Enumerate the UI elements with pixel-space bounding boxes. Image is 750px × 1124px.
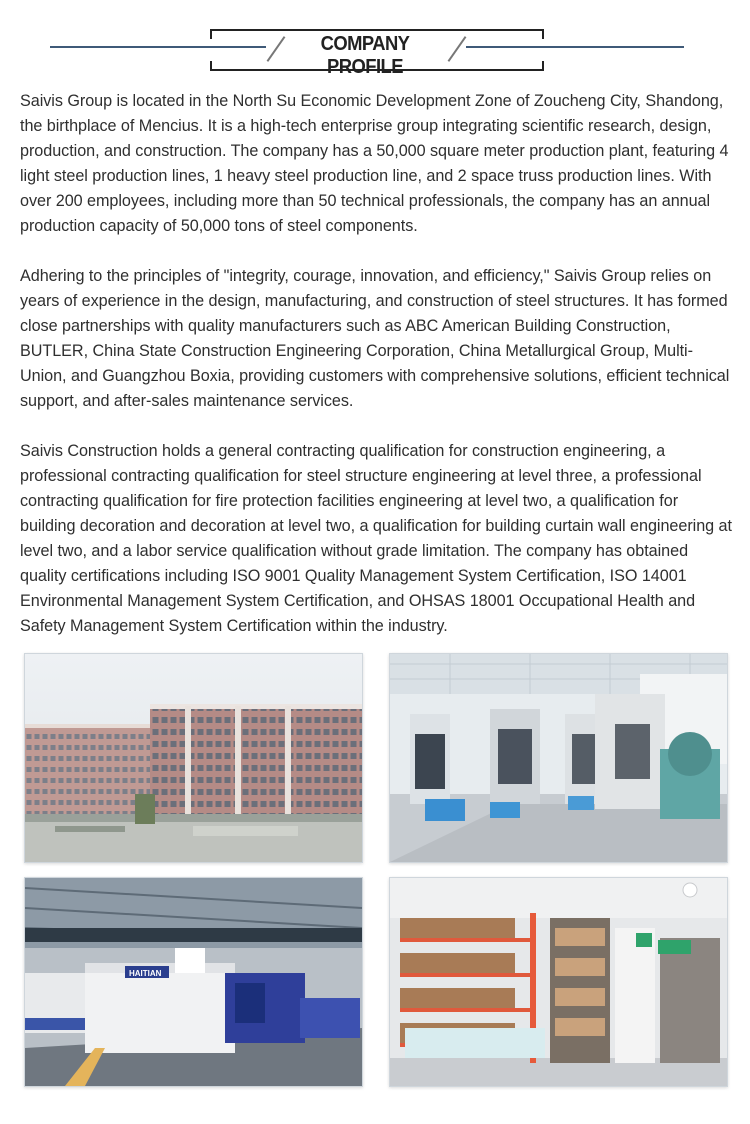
warehouse-racks-photo — [389, 877, 728, 1087]
paragraph-qualifications: Saivis Construction holds a general contracting qualification for construction engineering, a professional contracting qualification for steel structure engineering at level three, a professional contracting qualification for fire protection facilities engineering at level two, a qualification for building decoration and decoration at level two, a qualification for building curtain wall engineering at level two, and a labor service qualification without grade limitation. The company has obtained quality certifications including ISO 9001 Quality Management System Certification, ISO 14001 Environmental Management System Certification, and OHSAS 18001 Occupational Health and Safety Management System Certification within the industry. — [20, 442, 732, 635]
heading-slash-left — [267, 36, 286, 62]
heading-rule-right — [466, 46, 684, 48]
section-heading — [0, 0, 750, 80]
heading-slash-right — [448, 36, 467, 62]
workshop-machines-photo — [389, 653, 728, 863]
paragraph-location: Saivis Group is located in the North Su Economic Development Zone of Zoucheng City, Shandong, the birthplace of Mencius. It is a high-tech enterprise group integrating scientific research, design, production, and construction. The company has a 50,000 square meter production plant, featuring 4 light steel production lines, 1 heavy steel production line, and 2 space truss production lines. With over 200 employees, including more than 50 technical professionals, the company has an annual production capacity of 50,000 tons of steel components. — [20, 92, 729, 235]
office-building-photo — [24, 653, 363, 863]
injection-molding-line-photo — [24, 877, 363, 1087]
page-title: COMPANY PROFILE — [320, 33, 410, 78]
svg-text:HAITIAN: HAITIAN — [129, 969, 162, 978]
heading-rule-left — [50, 46, 266, 48]
profile-text — [20, 89, 735, 664]
paragraph-partnerships: Adhering to the principles of "integrity, courage, innovation, and efficiency," Saivis Group relies on years of experience in the design, manufacturing, and construction of steel structures. It has formed close partnerships with quality manufacturers such as ABC American Building Construction, BUTLER, China State Construction Engineering Corporation, China Metallurgical Group, Multi-Union, and Guangzhou Boxia, providing customers with comprehensive solutions, efficient technical support, and after-sales maintenance services. — [20, 267, 730, 410]
